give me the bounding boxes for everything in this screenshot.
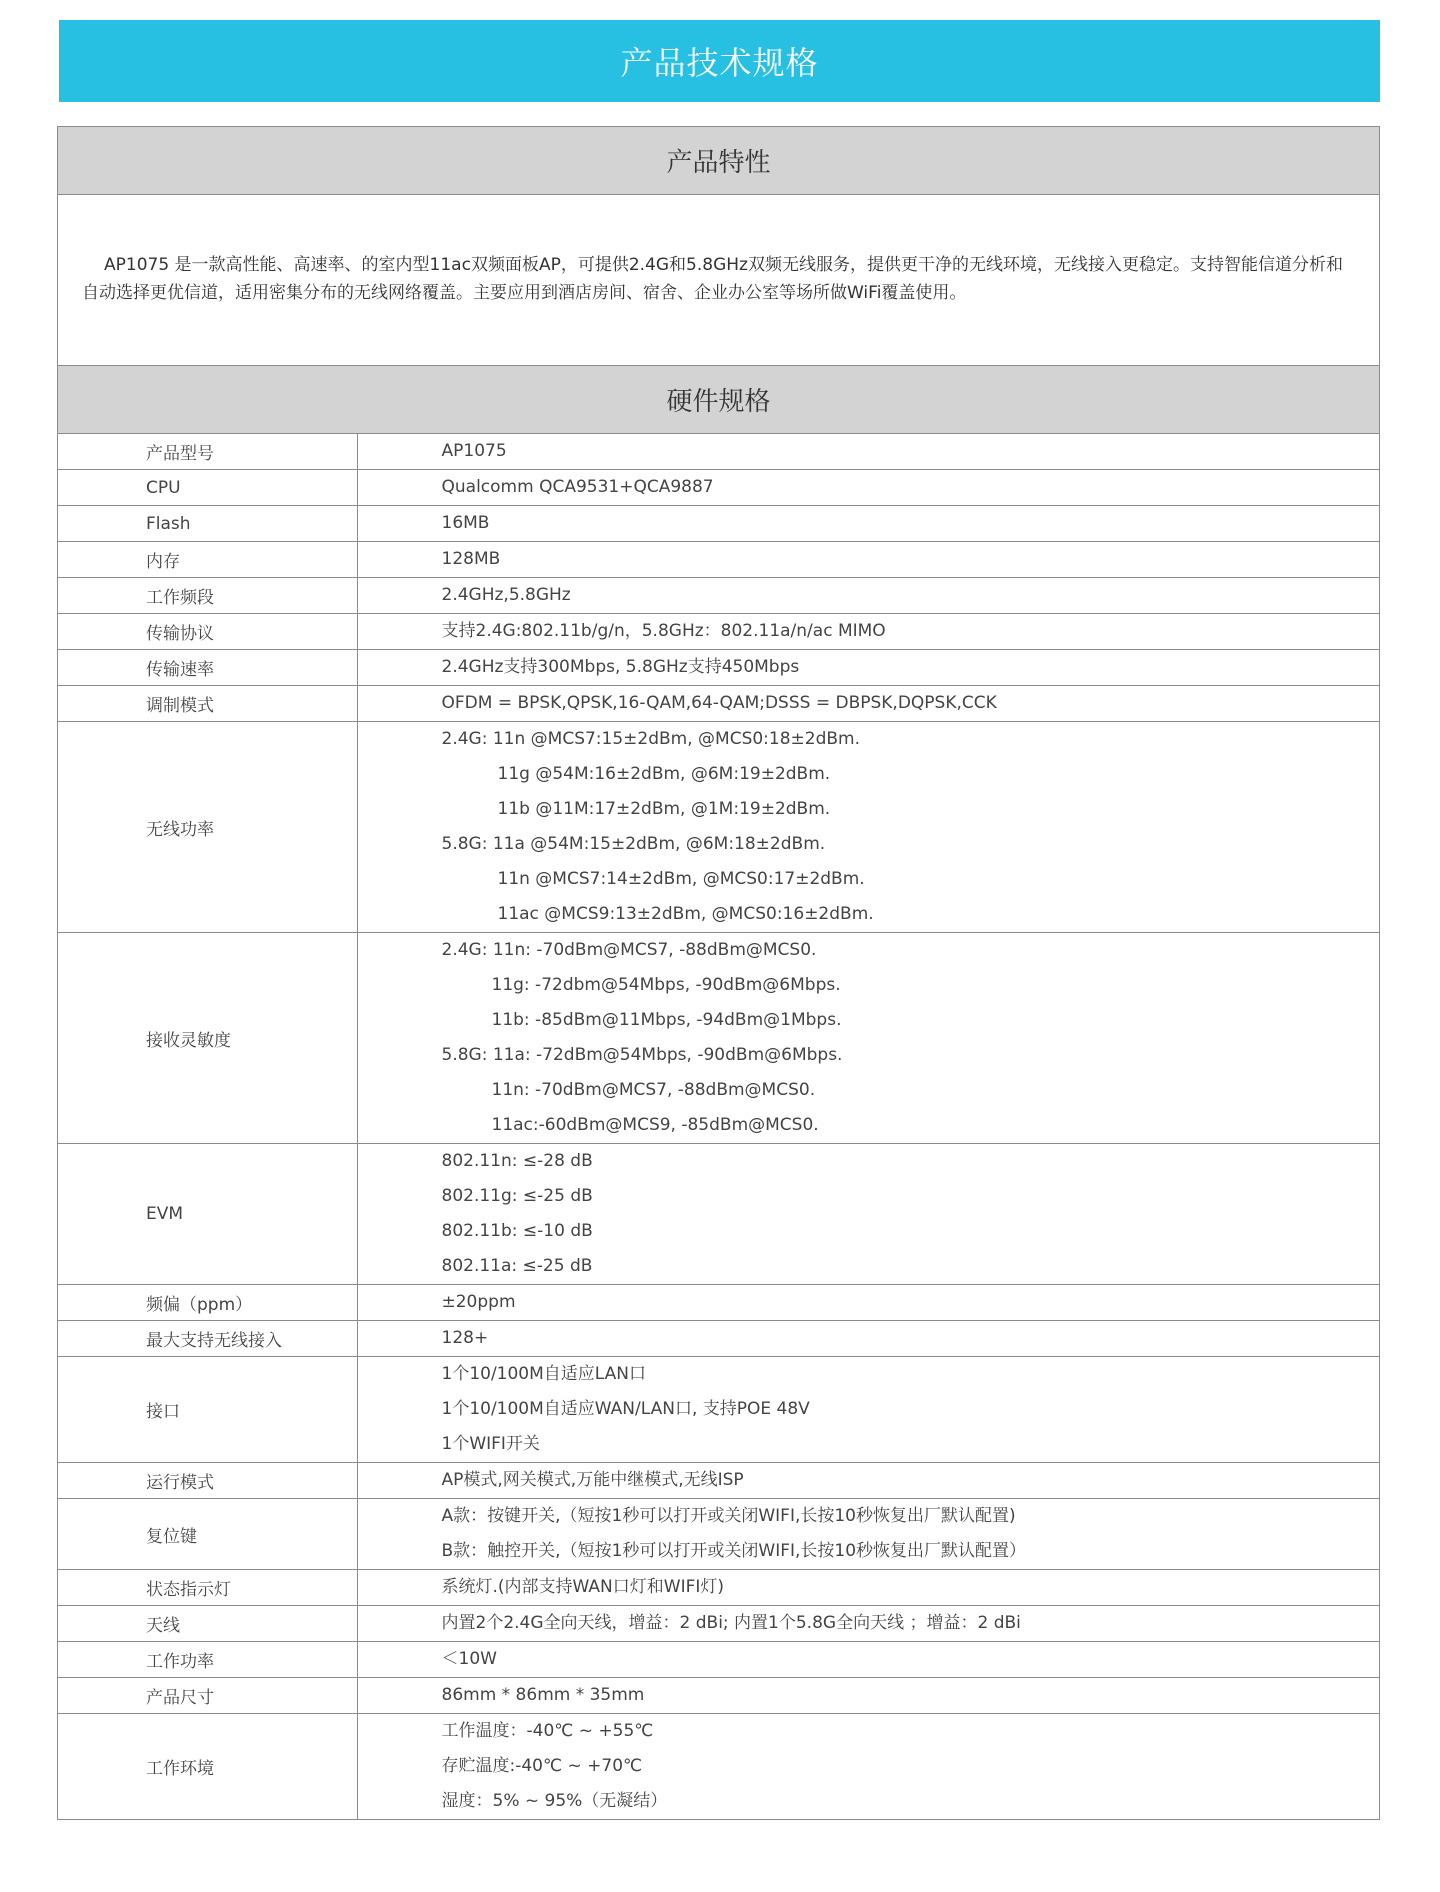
spec-value-line: 11b: -85dBm@11Mbps, -94dBm@1Mbps.: [491, 1010, 842, 1030]
hardware-heading-label: 硬件规格: [666, 387, 771, 417]
spec-value-line: 802.11a: ≤-25 dB: [441, 1256, 593, 1276]
spec-label: CPU: [58, 470, 357, 506]
spec-value: [357, 1499, 1379, 1570]
spec-label: 复位键: [58, 1499, 357, 1570]
spec-value-line: Qualcomm QCA9531+QCA9887: [441, 477, 714, 497]
spec-value-line: 11b @11M:17±2dBm, @1M:19±2dBm.: [497, 799, 831, 819]
spec-value-line: 5.8G: 11a: -72dBm@54Mbps, -90dBm@6Mbps.: [441, 1045, 843, 1065]
spec-label: 最大支持无线接入: [58, 1321, 357, 1357]
spec-value-line: 86mm * 86mm * 35mm: [441, 1685, 645, 1705]
spec-value-line: 11ac @MCS9:13±2dBm, @MCS0:16±2dBm.: [497, 904, 874, 924]
spec-value: [357, 933, 1379, 1144]
spec-label: 传输协议: [58, 614, 357, 650]
spec-value: [357, 1463, 1379, 1499]
spec-value-line: 支持2.4G:802.11b/g/n，5.8GHz：802.11a/n/ac MIMO: [441, 621, 886, 641]
spec-value-line: 11n: -70dBm@MCS7, -88dBm@MCS0.: [491, 1080, 816, 1100]
spec-value: [357, 722, 1379, 933]
spec-label: 产品尺寸: [58, 1678, 357, 1714]
spec-label: 工作环境: [58, 1714, 357, 1820]
table-row: [58, 506, 1379, 542]
spec-value-line: 存贮温度:-40℃ ~ +70℃: [441, 1756, 643, 1776]
spec-value: [357, 614, 1379, 650]
spec-value-line: 系统灯.(内部支持WAN口灯和WIFI灯): [441, 1577, 725, 1597]
spec-value: [357, 686, 1379, 722]
spec-value: [357, 578, 1379, 614]
page-banner: [59, 20, 1380, 102]
spec-value-line: 工作温度：-40℃ ~ +55℃: [441, 1721, 654, 1741]
spec-value-line: 1个10/100M自适应WAN/LAN口, 支持POE 48V: [441, 1399, 810, 1419]
spec-value-line: 2.4GHz,5.8GHz: [441, 585, 571, 605]
spec-value-line: B款：触控开关,（短按1秒可以打开或关闭WIFI,长按10秒恢复出厂默认配置）: [441, 1541, 1027, 1561]
spec-value-line: ±20ppm: [441, 1292, 516, 1312]
spec-value-line: 802.11b: ≤-10 dB: [441, 1221, 593, 1241]
table-row: [58, 1570, 1379, 1606]
table-row: [58, 434, 1379, 470]
spec-sheet: [57, 126, 1380, 1820]
table-row: [58, 1321, 1379, 1357]
spec-value-line: 16MB: [441, 513, 490, 533]
table-row: [58, 470, 1379, 506]
spec-value-line: 1个10/100M自适应LAN口: [441, 1364, 646, 1384]
spec-label: 传输速率: [58, 650, 357, 686]
spec-value: [357, 1285, 1379, 1321]
table-row: [58, 1463, 1379, 1499]
table-row: [58, 1357, 1379, 1463]
spec-value-line: 湿度：5% ~ 95%（无凝结）: [441, 1791, 668, 1811]
spec-value-line: 11n @MCS7:14±2dBm, @MCS0:17±2dBm.: [497, 869, 865, 889]
spec-value: [357, 1678, 1379, 1714]
table-row: [58, 722, 1379, 933]
spec-label: 产品型号: [58, 434, 357, 470]
spec-label: 频偏（ppm）: [58, 1285, 357, 1321]
hardware-spec-table: [58, 434, 1379, 1819]
spec-label: 状态指示灯: [58, 1570, 357, 1606]
table-row: [58, 686, 1379, 722]
spec-value: [357, 1144, 1379, 1285]
features-heading-label: 产品特性: [666, 148, 771, 178]
features-description: AP1075 是一款高性能、高速率、的室内型11ac双频面板AP，可提供2.4G和5.8GHz双频无线服务，提供更干净的无线环境，无线接入更稳定。支持智能信道分析和自动选择更优信道，适用密集分布的无线网络覆盖。主要应用到酒店房间、宿舍、企业办公室等场所做WiFi覆盖使用。: [82, 255, 1343, 303]
spec-value-line: 1个WIFI开关: [441, 1434, 540, 1454]
table-row: [58, 650, 1379, 686]
spec-label: 工作功率: [58, 1642, 357, 1678]
table-row: [58, 1499, 1379, 1570]
spec-label: 工作频段: [58, 578, 357, 614]
table-row: [58, 1285, 1379, 1321]
spec-label: 接口: [58, 1357, 357, 1463]
table-row: [58, 1144, 1379, 1285]
spec-value: [357, 542, 1379, 578]
spec-value-line: 2.4G: 11n: -70dBm@MCS7, -88dBm@MCS0.: [441, 940, 817, 960]
spec-value-line: 802.11n: ≤-28 dB: [441, 1151, 593, 1171]
spec-value-line: AP1075: [441, 441, 507, 461]
spec-value-line: OFDM = BPSK,QPSK,16-QAM,64-QAM;DSSS = DBPSK,DQPSK,CCK: [441, 693, 997, 713]
table-row: [58, 1642, 1379, 1678]
spec-value: [357, 1321, 1379, 1357]
hardware-heading: [58, 365, 1379, 434]
spec-value-line: 11g: -72dbm@54Mbps, -90dBm@6Mbps.: [491, 975, 841, 995]
table-row: [58, 542, 1379, 578]
spec-value-line: ＜10W: [441, 1649, 497, 1669]
spec-label: Flash: [58, 506, 357, 542]
page-title: 产品技术规格: [620, 44, 819, 82]
table-row: [58, 1606, 1379, 1642]
spec-value-line: 128+: [441, 1328, 489, 1348]
spec-value-line: 2.4G: 11n @MCS7:15±2dBm, @MCS0:18±2dBm.: [441, 729, 861, 749]
spec-label: 调制模式: [58, 686, 357, 722]
table-row: [58, 578, 1379, 614]
spec-value: [357, 1642, 1379, 1678]
spec-value-line: AP模式,网关模式,万能中继模式,无线ISP: [441, 1470, 744, 1490]
spec-value: [357, 650, 1379, 686]
spec-value-line: 2.4GHz支持300Mbps, 5.8GHz支持450Mbps: [441, 657, 800, 677]
spec-label: 内存: [58, 542, 357, 578]
spec-value: [357, 1570, 1379, 1606]
spec-value: [357, 434, 1379, 470]
spec-value-line: 11g @54M:16±2dBm, @6M:19±2dBm.: [497, 764, 831, 784]
table-row: [58, 1678, 1379, 1714]
spec-label: EVM: [58, 1144, 357, 1285]
spec-value: [357, 470, 1379, 506]
features-heading: [58, 127, 1379, 195]
table-row: [58, 1714, 1379, 1820]
spec-value-line: 128MB: [441, 549, 501, 569]
spec-value-line: 802.11g: ≤-25 dB: [441, 1186, 593, 1206]
table-row: [58, 614, 1379, 650]
spec-label: 天线: [58, 1606, 357, 1642]
table-row: [58, 933, 1379, 1144]
spec-value-line: 11ac:-60dBm@MCS9, -85dBm@MCS0.: [491, 1115, 819, 1135]
spec-value-line: 内置2个2.4G全向天线，增益：2 dBi; 内置1个5.8G全向天线 ；增益：2 dBi: [441, 1613, 1021, 1633]
spec-value: [357, 1714, 1379, 1820]
spec-value: [357, 506, 1379, 542]
spec-value: [357, 1606, 1379, 1642]
spec-value-line: A款：按键开关,（短按1秒可以打开或关闭WIFI,长按10秒恢复出厂默认配置): [441, 1506, 1016, 1526]
spec-label: 接收灵敏度: [58, 933, 357, 1144]
spec-value-line: 5.8G: 11a @54M:15±2dBm, @6M:18±2dBm.: [441, 834, 826, 854]
spec-label: 运行模式: [58, 1463, 357, 1499]
spec-label: 无线功率: [58, 722, 357, 933]
spec-value: [357, 1357, 1379, 1463]
